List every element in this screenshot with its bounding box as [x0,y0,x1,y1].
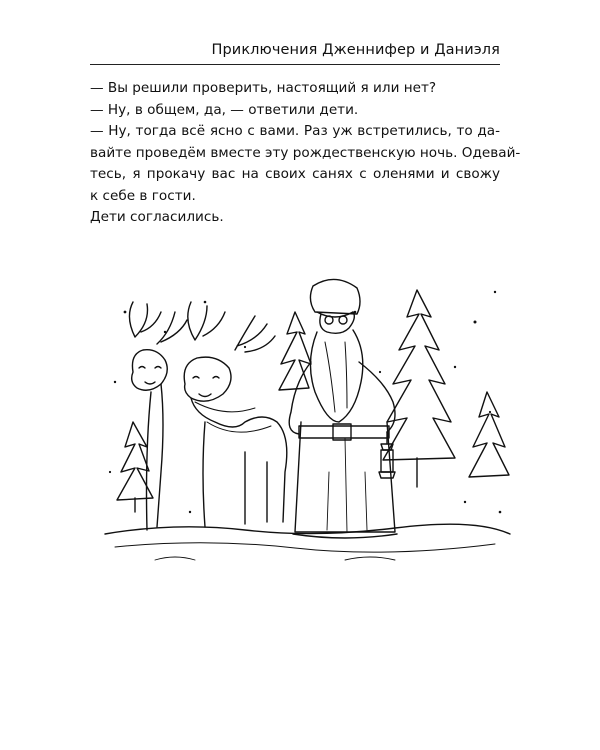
fir-tree-right-large [383,290,455,487]
snowflakes [109,291,501,514]
text-line: — Ну, тогда всё ясно с вами. Раз уж встретились, то да- [90,123,500,139]
fir-tree-mid [279,312,311,390]
santa-figure [289,279,397,538]
santa-reindeer-illustration [95,272,515,572]
text-line: тесь, я прокачу вас на своих санях с оленями и свожу [90,166,500,182]
header-rule [90,64,500,65]
snow-ground [105,524,510,560]
fir-tree-right-small [469,392,509,477]
reindeer-front [184,302,287,527]
text-line: вайте проведём вместе эту рождественскую ночь. Одевай- [90,144,521,161]
body-text [90,78,521,229]
text-line: — Вы решили проверить, настоящий я или нет? [90,80,437,96]
text-line: Дети согласились. [90,209,224,225]
text-line: к себе в гости. [90,187,196,204]
running-head: Приключения Дженнифер и Даниэля [211,42,500,58]
lantern-icon [379,432,395,478]
text-line: — Ну, в общем, да, — ответили дети. [90,101,359,118]
reindeer-back [129,302,187,530]
